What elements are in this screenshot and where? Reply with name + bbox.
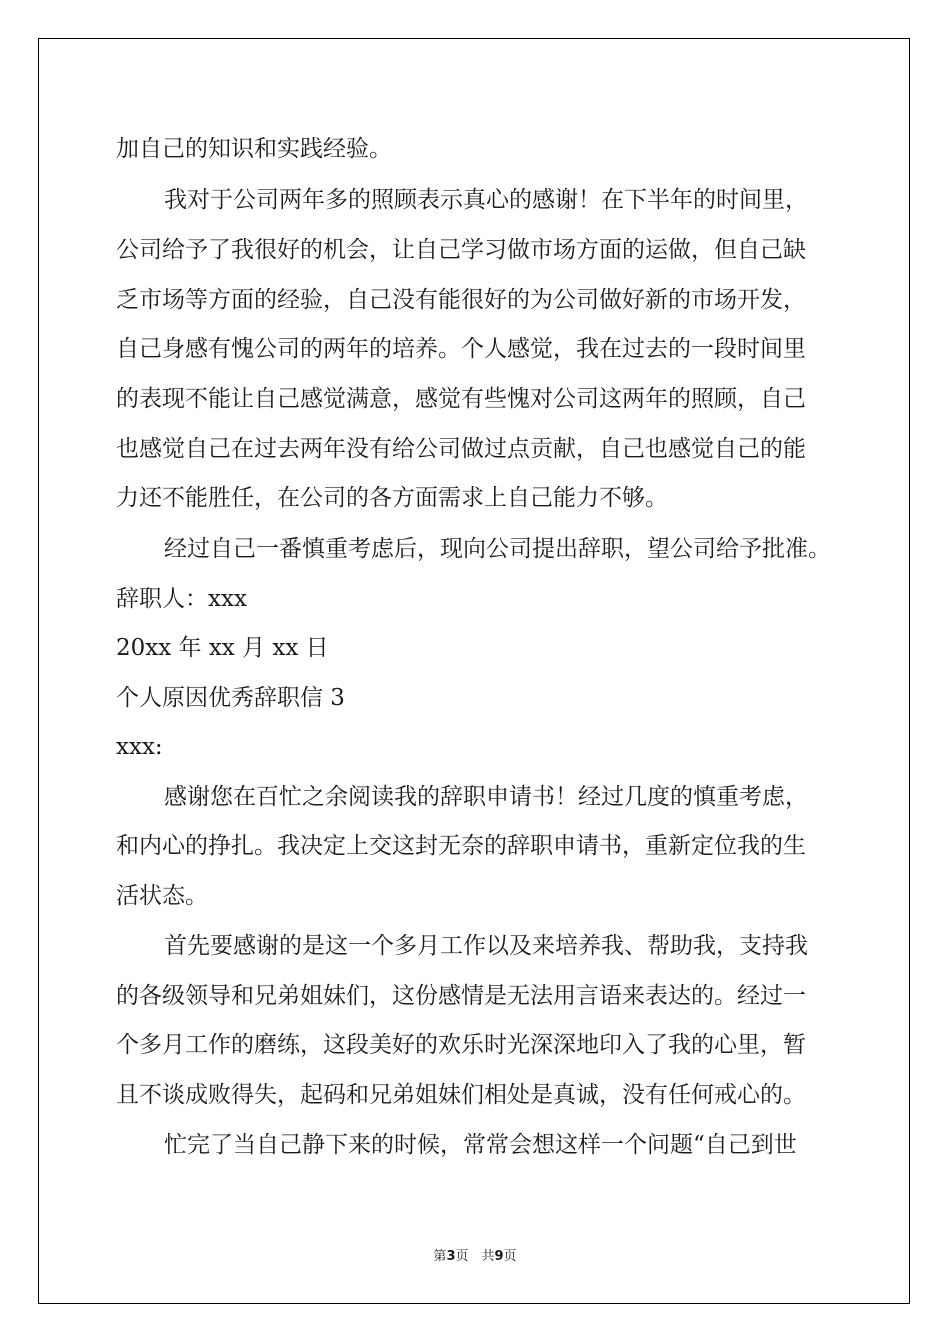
text-line: 力还不能胜任，在公司的各方面需求上自己能力不够。	[116, 485, 668, 511]
current-page-number: 3	[446, 1249, 456, 1264]
text-line: 且不谈成败得失，起码和兄弟姐妹们相处是真诚，没有任何戒心的。	[116, 1082, 806, 1108]
text-line: 忙完了当自己静下来的时候，常常会想这样一个问题“自己到世	[164, 1132, 797, 1158]
footer-middle: 页 共	[455, 1249, 495, 1264]
text-line: 感谢您在百忙之余阅读我的辞职申请书！经过几度的慎重考虑，	[164, 784, 808, 810]
text-line: 经过自己一番慎重考虑后，现向公司提出辞职，望公司给予批准。	[164, 536, 831, 562]
text-line: 的表现不能让自己感觉满意，感觉有些愧对公司这两年的照顾，自己	[116, 386, 806, 412]
text-line: 活状态。	[116, 883, 208, 909]
footer-prefix: 第	[433, 1249, 447, 1264]
page-border	[38, 38, 910, 1304]
text-line: 和内心的挣扎。我决定上交这封无奈的辞职申请书，重新定位我的生	[116, 833, 806, 859]
total-pages-number: 9	[494, 1249, 504, 1264]
text-line: 的各级领导和兄弟姐妹们，这份感情是无法用言语来表达的。经过一	[116, 983, 806, 1009]
date-line: 20xx 年 xx 月 xx 日	[116, 635, 329, 661]
text-line: 加自己的知识和实践经验。	[116, 136, 392, 162]
page-footer	[0, 1245, 950, 1264]
signature-line: 辞职人：xxx	[116, 586, 247, 612]
salutation: xxx:	[116, 734, 163, 760]
text-line: 我对于公司两年多的照顾表示真心的感谢！在下半年的时间里，	[164, 187, 808, 213]
text-line: 公司给予了我很好的机会，让自己学习做市场方面的运做，但自己缺	[116, 237, 806, 263]
text-line: 自己身感有愧公司的两年的培养。个人感觉，我在过去的一段时间里	[116, 336, 806, 362]
text-line: 个多月工作的磨练，这段美好的欢乐时光深深地印入了我的心里，暂	[116, 1032, 806, 1058]
section-title: 个人原因优秀辞职信 3	[116, 685, 345, 711]
footer-suffix: 页	[503, 1249, 517, 1264]
text-line: 也感觉自己在过去两年没有给公司做过点贡献，自己也感觉自己的能	[116, 436, 806, 462]
text-line: 首先要感谢的是这一个多月工作以及来培养我、帮助我，支持我	[164, 933, 808, 959]
text-line: 乏市场等方面的经验，自己没有能很好的为公司做好新的市场开发，	[116, 287, 806, 313]
